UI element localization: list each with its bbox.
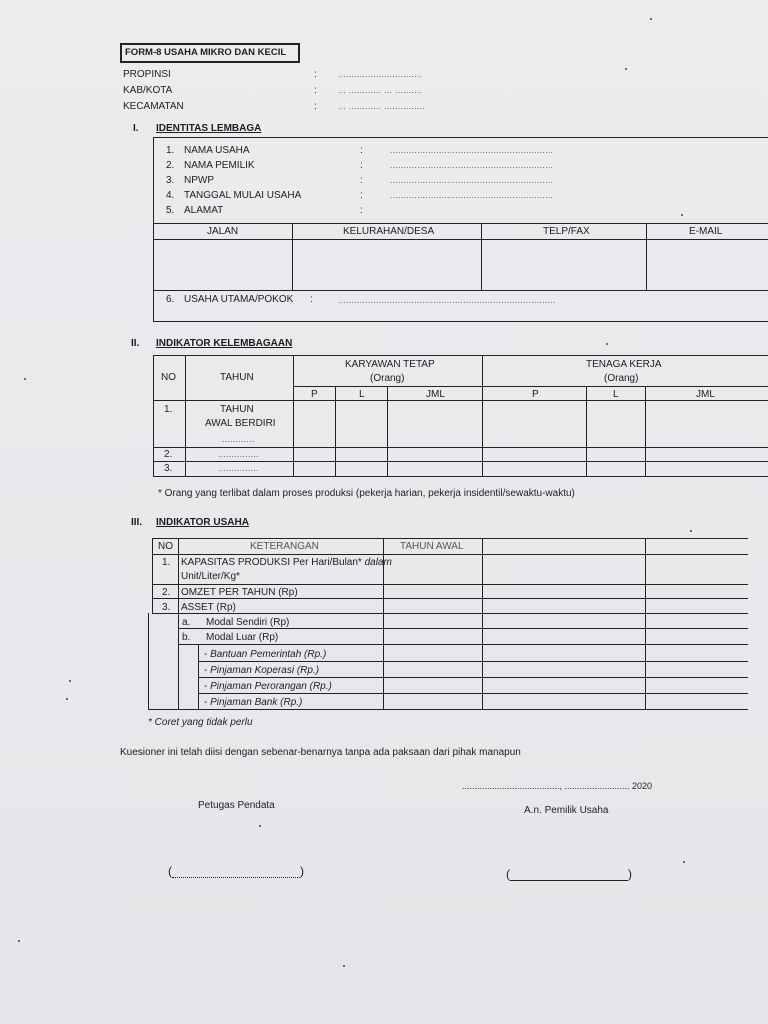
pemilik-usaha-label: A.n. Pemilik Usaha: [524, 805, 609, 816]
section2-title: INDIKATOR KELEMBAGAAN: [156, 338, 293, 349]
row-tahun-line1: TAHUN: [220, 404, 254, 415]
usaha-utama-label: USAHA UTAMA/POKOK: [184, 294, 294, 305]
tenaga-kerja-header: TENAGA KERJA: [586, 359, 662, 370]
propinsi-colon: :: [314, 69, 317, 80]
nama-usaha-label: NAMA USAHA: [184, 145, 250, 156]
nama-pemilik-value[interactable]: ............................................................: [390, 161, 554, 170]
bantuan-pemerintah-label: - Bantuan Pemerintah (Rp.): [204, 649, 327, 660]
karyawan-tetap-unit: (Orang): [370, 373, 405, 384]
row-tahun-value[interactable]: ...............: [218, 450, 259, 459]
kecamatan-label: KECAMATAN: [123, 101, 184, 112]
section3-title: INDIKATOR USAHA: [156, 517, 249, 528]
omzet-label: OMZET PER TAHUN (Rp): [181, 587, 298, 598]
scan-speck: [681, 214, 683, 216]
modal-sendiri-label: Modal Sendiri (Rp): [206, 617, 290, 628]
field-no: 1.: [166, 145, 175, 156]
kelurahan-cell[interactable]: [293, 240, 480, 289]
scan-speck: [606, 343, 608, 345]
jalan-cell[interactable]: [154, 240, 291, 289]
sub-col-p: P: [311, 389, 318, 400]
row-tahun-line2: AWAL BERDIRI: [205, 418, 276, 429]
row-no: 3.: [164, 463, 173, 474]
karyawan-tetap-header: KARYAWAN TETAP: [345, 359, 435, 370]
alamat-label: ALAMAT: [184, 205, 224, 216]
telp-fax-cell[interactable]: [482, 240, 645, 289]
kabkota-colon: :: [314, 85, 317, 96]
bracket-open: (: [168, 864, 172, 878]
sub-row-letter: b.: [182, 632, 191, 643]
section3-footnote: * Coret yang tidak perlu: [148, 717, 253, 728]
col-kelurahan: KELURAHAN/DESA: [343, 226, 435, 237]
section2-footnote: * Orang yang terlibat dalam proses produksi (pekerja harian, pekerja insidentil/sewaktu-waktu): [158, 488, 575, 499]
petugas-signature-field[interactable]: [168, 864, 308, 880]
field-no: 5.: [166, 205, 175, 216]
scan-speck: [18, 940, 20, 942]
date-line[interactable]: ......................................., .......................... 2020: [462, 781, 653, 791]
field-colon: :: [360, 145, 363, 156]
col-jalan: JALAN: [207, 226, 239, 237]
scan-speck: [625, 68, 627, 70]
section1-number: I.: [133, 123, 139, 134]
kabkota-label: KAB/KOTA: [123, 85, 173, 96]
field-colon: :: [360, 175, 363, 186]
field-no: 4.: [166, 190, 175, 201]
col-tahun: TAHUN: [220, 372, 254, 383]
section2-number: II.: [131, 338, 140, 349]
field-no: 2.: [166, 160, 175, 171]
asset-label: ASSET (Rp): [181, 602, 236, 613]
nama-pemilik-label: NAMA PEMILIK: [184, 160, 255, 171]
usaha-utama-value[interactable]: ................................................................................: [338, 296, 556, 305]
kecamatan-value[interactable]: ... ............ ...............: [338, 102, 426, 111]
modal-luar-label: Modal Luar (Rp): [206, 632, 279, 643]
section3-number: III.: [131, 517, 143, 528]
row-tahun-value[interactable]: ...............: [218, 464, 259, 473]
kapasitas-produksi-label: [181, 557, 392, 568]
col-tahun-awal: TAHUN AWAL: [400, 541, 464, 552]
sub-row-letter: a.: [182, 617, 191, 628]
row-tahun-line3[interactable]: ............: [222, 435, 255, 444]
scan-speck: [650, 18, 652, 20]
section1-title: IDENTITAS LEMBAGA: [156, 123, 262, 134]
col-telp-fax: TELP/FAX: [543, 226, 590, 237]
field-colon: :: [360, 160, 363, 171]
propinsi-label: PROPINSI: [123, 69, 171, 80]
sub-col-jml: JML: [426, 389, 445, 400]
col-no: NO: [158, 541, 173, 552]
bracket-close: ): [300, 864, 304, 878]
tanggal-mulai-value[interactable]: ............................................................: [390, 191, 554, 200]
tanggal-mulai-label: TANGGAL MULAI USAHA: [184, 190, 302, 201]
scan-speck: [66, 698, 68, 700]
field-no: 6.: [166, 294, 175, 305]
scan-speck: [690, 530, 692, 532]
propinsi-value[interactable]: ...............................: [338, 70, 423, 79]
kapasitas-produksi-text: KAPASITAS PRODUKSI Per Hari/Bulan*: [181, 557, 362, 568]
sub-col-l: L: [359, 389, 365, 400]
field-colon: :: [360, 205, 363, 216]
form-title-box: [120, 43, 300, 63]
kapasitas-produksi-unit: Unit/Liter/Kg*: [181, 571, 240, 582]
row-no: 1.: [164, 404, 173, 415]
bracket-close: ): [628, 867, 632, 881]
nama-usaha-value[interactable]: ............................................................: [390, 146, 554, 155]
col-keterangan: KETERANGAN: [250, 541, 319, 552]
row-no: 1.: [162, 557, 171, 568]
kecamatan-colon: :: [314, 101, 317, 112]
npwp-label: NPWP: [184, 175, 214, 186]
row-no: 2.: [164, 449, 173, 460]
sub-col-l: L: [613, 389, 619, 400]
scan-speck: [343, 965, 345, 967]
bracket-open: (: [506, 867, 510, 881]
email-cell[interactable]: [647, 240, 767, 289]
row-no: 2.: [162, 587, 171, 598]
kapasitas-produksi-dalam: dalam: [361, 557, 392, 568]
field-colon: :: [310, 294, 313, 305]
kabkota-value[interactable]: ... ............ ... ..........: [338, 86, 423, 95]
scan-speck: [69, 680, 71, 682]
col-email: E-MAIL: [689, 226, 723, 237]
row-no: 3.: [162, 602, 171, 613]
scan-speck: [683, 861, 685, 863]
form-title: FORM-8 USAHA MIKRO DAN KECIL: [125, 47, 287, 58]
pinjaman-bank-label: - Pinjaman Bank (Rp.): [204, 697, 303, 708]
petugas-pendata-label: Petugas Pendata: [198, 800, 275, 811]
pinjaman-perorangan-label: - Pinjaman Perorangan (Rp.): [204, 681, 332, 692]
field-colon: :: [360, 190, 363, 201]
pemilik-signature-field[interactable]: [506, 867, 636, 883]
scan-speck: [24, 378, 26, 380]
statement-text: Kuesioner ini telah diisi dengan sebenar-benarnya tanpa ada paksaan dari pihak manapun: [120, 747, 521, 758]
col-no: NO: [161, 372, 176, 383]
field-no: 3.: [166, 175, 175, 186]
sub-col-p: P: [532, 389, 539, 400]
pinjaman-koperasi-label: - Pinjaman Koperasi (Rp.): [204, 665, 320, 676]
tenaga-kerja-unit: (Orang): [604, 373, 639, 384]
sub-col-jml: JML: [696, 389, 715, 400]
npwp-value[interactable]: ............................................................: [390, 176, 554, 185]
scan-speck: [259, 825, 261, 827]
